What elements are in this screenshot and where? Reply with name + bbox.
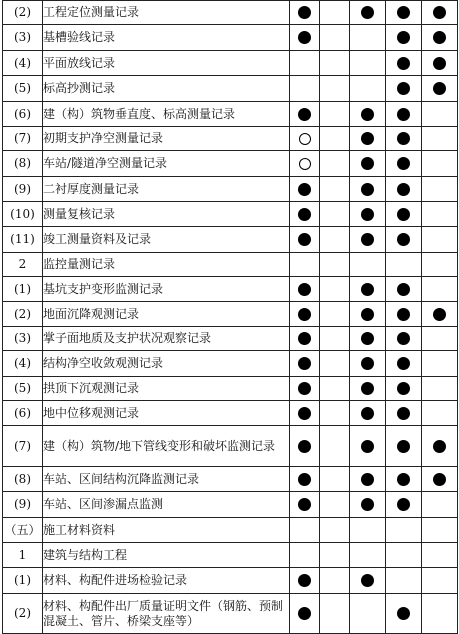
filled-circle-icon [397,407,410,420]
mark-cell [422,76,458,102]
row-name: 地面沉降观测记录 [43,302,290,327]
filled-circle-icon [397,283,410,296]
mark-cell [290,151,320,177]
mark-cell [422,401,458,426]
mark-cell [350,327,386,351]
table-row [3,327,458,351]
filled-circle-icon [298,332,311,345]
mark-cell [320,492,350,518]
filled-circle-icon [397,357,410,370]
mark-cell [320,102,350,127]
mark-cell [320,177,350,202]
mark-cell [290,202,320,227]
filled-circle-icon [361,208,374,221]
row-number: (6) [3,102,43,127]
mark-cell [386,401,422,426]
filled-circle-icon [361,407,374,420]
mark-cell [290,51,320,76]
mark-cell [386,127,422,151]
mark-cell [350,401,386,426]
filled-circle-icon [298,183,311,196]
row-name: 二衬厚度测量记录 [43,177,290,202]
mark-cell [350,25,386,51]
mark-cell [320,51,350,76]
mark-cell [290,76,320,102]
row-number: (9) [3,177,43,202]
mark-cell [290,518,320,543]
mark-cell [320,543,350,568]
mark-cell [320,1,350,25]
mark-cell [386,151,422,177]
filled-circle-icon [298,233,311,246]
filled-circle-icon [298,574,311,587]
mark-cell [350,151,386,177]
mark-cell [422,277,458,302]
mark-cell [350,426,386,467]
filled-circle-icon [397,132,410,145]
mark-cell [350,1,386,25]
filled-circle-icon [397,440,410,453]
mark-cell [422,302,458,327]
table-row [3,102,458,127]
filled-circle-icon [397,233,410,246]
filled-circle-icon [397,208,410,221]
table-row [3,492,458,518]
row-name: 材料、构配件出厂质量证明文件（钢筋、预制混凝土、管片、桥梁支座等） [43,594,290,634]
mark-cell [320,401,350,426]
mark-cell [350,467,386,492]
mark-cell [386,426,422,467]
table-row [3,202,458,227]
mark-cell [386,253,422,277]
hollow-circle-icon [299,133,311,145]
mark-cell [422,327,458,351]
row-name: 施工材料资料 [43,518,290,543]
mark-cell [422,102,458,127]
row-name: 监控量测记录 [43,253,290,277]
mark-cell [350,253,386,277]
filled-circle-icon [397,308,410,321]
table-row [3,568,458,594]
mark-cell [350,594,386,634]
mark-cell [422,377,458,401]
filled-circle-icon [361,440,374,453]
filled-circle-icon [397,332,410,345]
filled-circle-icon [397,183,410,196]
filled-circle-icon [433,440,446,453]
filled-circle-icon [361,308,374,321]
mark-cell [386,202,422,227]
filled-circle-icon [298,31,311,44]
filled-circle-icon [397,473,410,486]
row-number: (7) [3,127,43,151]
row-name: 地中位移观测记录 [43,401,290,426]
mark-cell [290,594,320,634]
filled-circle-icon [361,6,374,19]
table-row [3,377,458,401]
mark-cell [350,377,386,401]
row-number: (9) [3,492,43,518]
filled-circle-icon [433,82,446,95]
filled-circle-icon [397,157,410,170]
row-name: 掌子面地质及支护状况观察记录 [43,327,290,351]
row-number: (3) [3,327,43,351]
mark-cell [350,492,386,518]
row-name: 平面放线记录 [43,51,290,76]
row-number: (1) [3,568,43,594]
mark-cell [320,568,350,594]
row-number: (2) [3,594,43,634]
mark-cell [422,51,458,76]
mark-cell [290,25,320,51]
mark-cell [320,302,350,327]
mark-cell [290,377,320,401]
mark-cell [320,426,350,467]
filled-circle-icon [397,31,410,44]
row-number: (11) [3,227,43,253]
mark-cell [320,76,350,102]
mark-cell [422,492,458,518]
mark-cell [422,202,458,227]
row-name: 结构净空收敛观测记录 [43,351,290,377]
filled-circle-icon [397,57,410,70]
filled-circle-icon [397,607,410,620]
filled-circle-icon [361,498,374,511]
filled-circle-icon [361,574,374,587]
table-row [3,253,458,277]
row-number: (7) [3,426,43,467]
row-number: (4) [3,351,43,377]
mark-cell [386,177,422,202]
row-number: (8) [3,151,43,177]
mark-cell [386,76,422,102]
row-number: (2) [3,1,43,25]
filled-circle-icon [361,108,374,121]
mark-cell [350,76,386,102]
mark-cell [350,177,386,202]
filled-circle-icon [361,183,374,196]
table-row [3,426,458,467]
mark-cell [422,127,458,151]
table-row [3,543,458,568]
mark-cell [386,25,422,51]
table-row [3,351,458,377]
mark-cell [350,51,386,76]
mark-cell [386,467,422,492]
row-name: 初期支护净空测量记录 [43,127,290,151]
row-name: 车站/隧道净空测量记录 [43,151,290,177]
filled-circle-icon [298,382,311,395]
filled-circle-icon [298,108,311,121]
mark-cell [290,351,320,377]
filled-circle-icon [433,308,446,321]
mark-cell [350,543,386,568]
row-name: 材料、构配件进场检验记录 [43,568,290,594]
mark-cell [350,351,386,377]
mark-cell [350,302,386,327]
mark-cell [422,1,458,25]
filled-circle-icon [361,157,374,170]
mark-cell [290,327,320,351]
mark-cell [386,594,422,634]
row-name: 车站、区间结构沉降监测记录 [43,467,290,492]
mark-cell [422,151,458,177]
row-number: (4) [3,51,43,76]
table-row [3,1,458,25]
filled-circle-icon [298,283,311,296]
table-row [3,151,458,177]
row-number: 1 [3,543,43,568]
table-row [3,177,458,202]
mark-cell [290,102,320,127]
mark-cell [386,518,422,543]
table-row [3,302,458,327]
filled-circle-icon [298,6,311,19]
row-number: 2 [3,253,43,277]
mark-cell [320,351,350,377]
mark-cell [320,127,350,151]
filled-circle-icon [397,498,410,511]
mark-cell [290,401,320,426]
filled-circle-icon [397,382,410,395]
filled-circle-icon [361,132,374,145]
mark-cell [350,518,386,543]
filled-circle-icon [361,357,374,370]
mark-cell [290,568,320,594]
filled-circle-icon [361,332,374,345]
mark-cell [422,25,458,51]
mark-cell [350,568,386,594]
row-number: (8) [3,467,43,492]
mark-cell [320,518,350,543]
filled-circle-icon [361,233,374,246]
mark-cell [320,227,350,253]
row-name: 标高抄测记录 [43,76,290,102]
mark-cell [290,426,320,467]
row-number: (5) [3,76,43,102]
mark-cell [320,151,350,177]
row-name: 测量复核记录 [43,202,290,227]
row-name: 拱顶下沉观测记录 [43,377,290,401]
mark-cell [290,543,320,568]
table-row [3,76,458,102]
mark-cell [386,277,422,302]
mark-cell [290,127,320,151]
filled-circle-icon [298,357,311,370]
row-number: (3) [3,25,43,51]
mark-cell [386,302,422,327]
table-row [3,594,458,634]
mark-cell [386,568,422,594]
mark-cell [320,377,350,401]
records-table [2,0,458,634]
mark-cell [386,327,422,351]
filled-circle-icon [433,31,446,44]
filled-circle-icon [298,440,311,453]
row-name: 建筑与结构工程 [43,543,290,568]
mark-cell [350,202,386,227]
filled-circle-icon [298,498,311,511]
filled-circle-icon [397,6,410,19]
filled-circle-icon [298,607,311,620]
mark-cell [290,302,320,327]
table-row [3,467,458,492]
filled-circle-icon [361,473,374,486]
mark-cell [422,568,458,594]
mark-cell [386,492,422,518]
mark-cell [350,277,386,302]
row-number: (1) [3,277,43,302]
records-table-body [3,1,458,634]
table-row [3,25,458,51]
mark-cell [320,594,350,634]
mark-cell [290,467,320,492]
table-row [3,277,458,302]
mark-cell [422,426,458,467]
table-row [3,401,458,426]
mark-cell [320,25,350,51]
filled-circle-icon [433,57,446,70]
filled-circle-icon [397,108,410,121]
mark-cell [290,177,320,202]
filled-circle-icon [433,473,446,486]
row-name: 车站、区间渗漏点监测 [43,492,290,518]
row-name: 基槽验线记录 [43,25,290,51]
row-name: 建（构）筑物/地下管线变形和破坏监测记录 [43,426,290,467]
filled-circle-icon [298,208,311,221]
mark-cell [290,277,320,302]
mark-cell [422,253,458,277]
mark-cell [386,543,422,568]
filled-circle-icon [298,308,311,321]
row-name: 工程定位测量记录 [43,1,290,25]
filled-circle-icon [397,82,410,95]
filled-circle-icon [298,407,311,420]
filled-circle-icon [361,283,374,296]
row-number: （五） [3,518,43,543]
table-row [3,127,458,151]
mark-cell [350,127,386,151]
hollow-circle-icon [299,158,311,170]
mark-cell [320,467,350,492]
row-name: 基坑支护变形监测记录 [43,277,290,302]
mark-cell [386,1,422,25]
mark-cell [290,1,320,25]
table-row [3,518,458,543]
table-row [3,227,458,253]
mark-cell [422,227,458,253]
mark-cell [320,277,350,302]
mark-cell [386,351,422,377]
mark-cell [320,202,350,227]
mark-cell [422,594,458,634]
mark-cell [350,227,386,253]
row-number: (5) [3,377,43,401]
mark-cell [422,543,458,568]
row-number: (6) [3,401,43,426]
mark-cell [422,467,458,492]
filled-circle-icon [298,473,311,486]
mark-cell [320,327,350,351]
table-row [3,51,458,76]
mark-cell [422,351,458,377]
mark-cell [386,51,422,76]
mark-cell [290,227,320,253]
row-number: (2) [3,302,43,327]
mark-cell [350,102,386,127]
row-number: (10) [3,202,43,227]
mark-cell [386,102,422,127]
row-name: 建（构）筑物垂直度、标高测量记录 [43,102,290,127]
row-name: 竣工测量资料及记录 [43,227,290,253]
mark-cell [290,492,320,518]
mark-cell [422,177,458,202]
mark-cell [386,227,422,253]
mark-cell [386,377,422,401]
mark-cell [320,253,350,277]
filled-circle-icon [361,382,374,395]
mark-cell [290,253,320,277]
mark-cell [422,518,458,543]
filled-circle-icon [433,6,446,19]
